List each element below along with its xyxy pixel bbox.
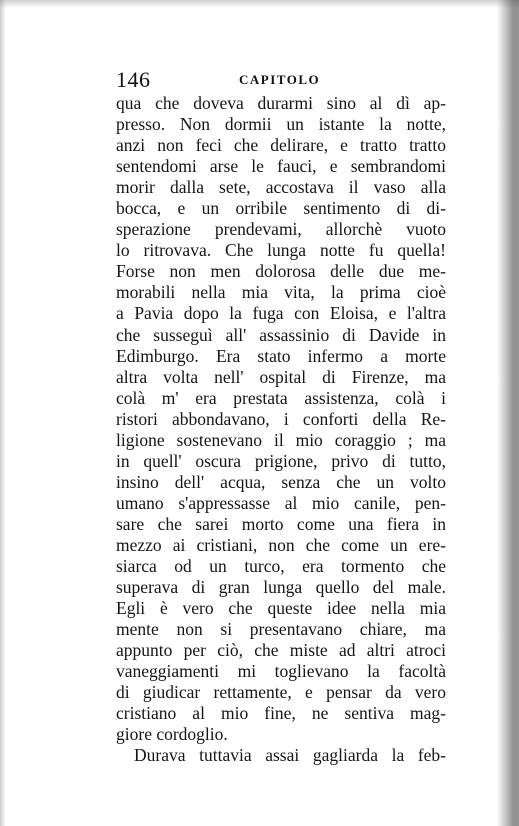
text-line: sare che sarei morto come una fiera in bbox=[116, 513, 446, 534]
text-line: mente non si presentavano chiare, ma bbox=[116, 619, 446, 640]
text-line: qua che doveva durarmi sino al dì ap- bbox=[116, 93, 446, 113]
text-line: umano s'appressasse al mio canile, pen- bbox=[116, 492, 446, 513]
text-line: Durava tuttavia assai gagliarda la feb- bbox=[134, 745, 446, 766]
text-line: Egli è vero che queste idee nella mia bbox=[116, 598, 446, 619]
text-line: siarca od un turco, era tormento che bbox=[116, 556, 446, 577]
text-line: di giudicar rettamente, e pensar da vero bbox=[116, 682, 446, 703]
text-line: vaneggiamenti mi toglievano la facoltà bbox=[116, 661, 446, 682]
text-line: morir dalla sete, accostava il vaso alla bbox=[116, 177, 446, 198]
text-line: superava di gran lunga quello del male. bbox=[116, 577, 446, 598]
text-line: Edimburgo. Era stato infermo a morte bbox=[116, 345, 446, 366]
text-line: sperazione prendevami, allorchè vuoto bbox=[116, 219, 446, 240]
scan-left-edge bbox=[0, 0, 6, 826]
text-line: bocca, e un orribile sentimento di di- bbox=[116, 198, 446, 219]
page-header bbox=[116, 66, 446, 94]
scan-right-edge bbox=[497, 0, 519, 826]
running-head: CAPITOLO bbox=[239, 72, 321, 87]
text-line: che susseguì all' assassinio di Davide in bbox=[116, 324, 446, 345]
text-line: ristori abbondavano, i conforti della Re- bbox=[116, 408, 446, 429]
text-line: appunto per ciò, che miste ad altri atroci bbox=[116, 640, 446, 661]
text-line: in quell' oscura prigione, privo di tutto, bbox=[116, 450, 446, 471]
text-line: altra volta nell' ospital di Firenze, ma bbox=[116, 366, 446, 387]
body-text bbox=[116, 93, 446, 767]
page-number: 146 bbox=[116, 67, 151, 92]
text-line: morabili nella mia vita, la prima cioè bbox=[116, 282, 446, 303]
text-line: insino dell' acqua, senza che un volto bbox=[116, 471, 446, 492]
text-line: colà m' era prestata assistenza, colà i bbox=[116, 387, 446, 408]
text-line: a Pavia dopo la fuga con Eloisa, e l'altra bbox=[116, 303, 446, 324]
text-line: anzi non feci che delirare, e tratto tratto bbox=[116, 135, 446, 156]
text-line: giore cordoglio. bbox=[116, 724, 228, 745]
text-line: lo ritrovava. Che lunga notte fu quella! bbox=[116, 240, 446, 261]
text-line: sentendomi arse le fauci, e sembrandomi bbox=[116, 156, 446, 177]
text-line: presso. Non dormii un istante la notte, bbox=[116, 114, 446, 135]
text-line: Forse non men dolorosa delle due me- bbox=[116, 261, 446, 282]
scan-top-shadow bbox=[0, 0, 519, 8]
text-line: ligione sostenevano il mio coraggio ; ma bbox=[116, 429, 446, 450]
text-line: cristiano al mio fine, ne sentiva mag- bbox=[116, 703, 446, 724]
text-line: mezzo ai cristiani, non che come un ere- bbox=[116, 534, 446, 555]
